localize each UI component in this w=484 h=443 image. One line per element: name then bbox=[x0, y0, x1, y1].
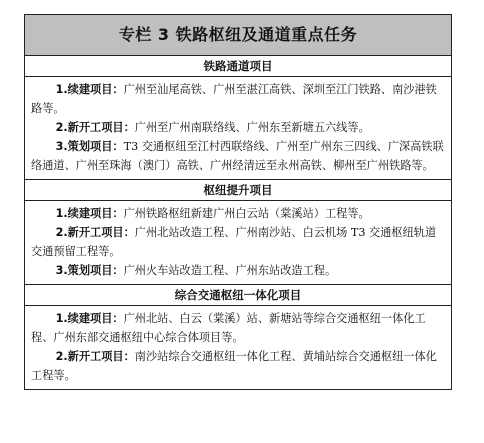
item-label: 2.新开工项目： bbox=[55, 226, 135, 239]
section-header-integrated-hub: 综合交通枢纽一体化项目 bbox=[25, 285, 451, 306]
item-label: 3.策划项目： bbox=[55, 264, 124, 277]
item-label: 3.策划项目： bbox=[55, 140, 124, 153]
box-title: 专栏 3 铁路枢纽及通道重点任务 bbox=[25, 15, 451, 56]
list-item bbox=[31, 309, 445, 347]
list-item bbox=[31, 261, 445, 280]
list-item bbox=[31, 204, 445, 223]
list-item bbox=[31, 137, 445, 175]
list-item bbox=[31, 118, 445, 137]
section-body-integrated-hub bbox=[25, 306, 451, 389]
item-text: 广州至汕尾高铁、广州至湛江高铁、深圳至江门铁路、南沙港铁路等。 bbox=[31, 83, 437, 115]
item-label: 2.新开工项目： bbox=[55, 121, 135, 134]
list-item bbox=[31, 347, 445, 385]
task-box bbox=[24, 14, 452, 390]
item-label: 1.续建项目： bbox=[55, 207, 124, 220]
item-label: 2.新开工项目： bbox=[55, 350, 135, 363]
section-body-railway-corridor bbox=[25, 77, 451, 180]
item-label: 1.续建项目： bbox=[55, 83, 124, 96]
item-text: 广州铁路枢纽新建广州白云站（棠溪站）工程等。 bbox=[123, 207, 370, 220]
item-text: 广州至广州南联络线、广州东至新塘五六线等。 bbox=[134, 121, 370, 134]
list-item bbox=[31, 80, 445, 118]
item-text: 广州火车站改造工程、广州东站改造工程。 bbox=[123, 264, 337, 277]
item-text: 广州北站、白云（棠溪）站、新塘站等综合交通枢纽一体化工程、广州东部交通枢纽中心综合体项目等。 bbox=[31, 312, 426, 344]
item-text: T3 交通枢纽至江村西联络线、广州至广州东三四线、广深高铁联络通道、广州至珠海（澳门）高铁、广州经清远至永州高铁、柳州至广州铁路等。 bbox=[31, 140, 444, 172]
section-header-hub-upgrade: 枢纽提升项目 bbox=[25, 180, 451, 201]
list-item bbox=[31, 223, 445, 261]
section-header-railway-corridor: 铁路通道项目 bbox=[25, 56, 451, 77]
item-label: 1.续建项目： bbox=[55, 312, 124, 325]
item-text: 广州北站改造工程、广州南沙站、白云机场 T3 交通枢纽轨道交通预留工程等。 bbox=[31, 226, 437, 258]
section-body-hub-upgrade bbox=[25, 201, 451, 285]
item-text: 南沙站综合交通枢纽一体化工程、黄埔站综合交通枢纽一体化工程等。 bbox=[31, 350, 437, 382]
